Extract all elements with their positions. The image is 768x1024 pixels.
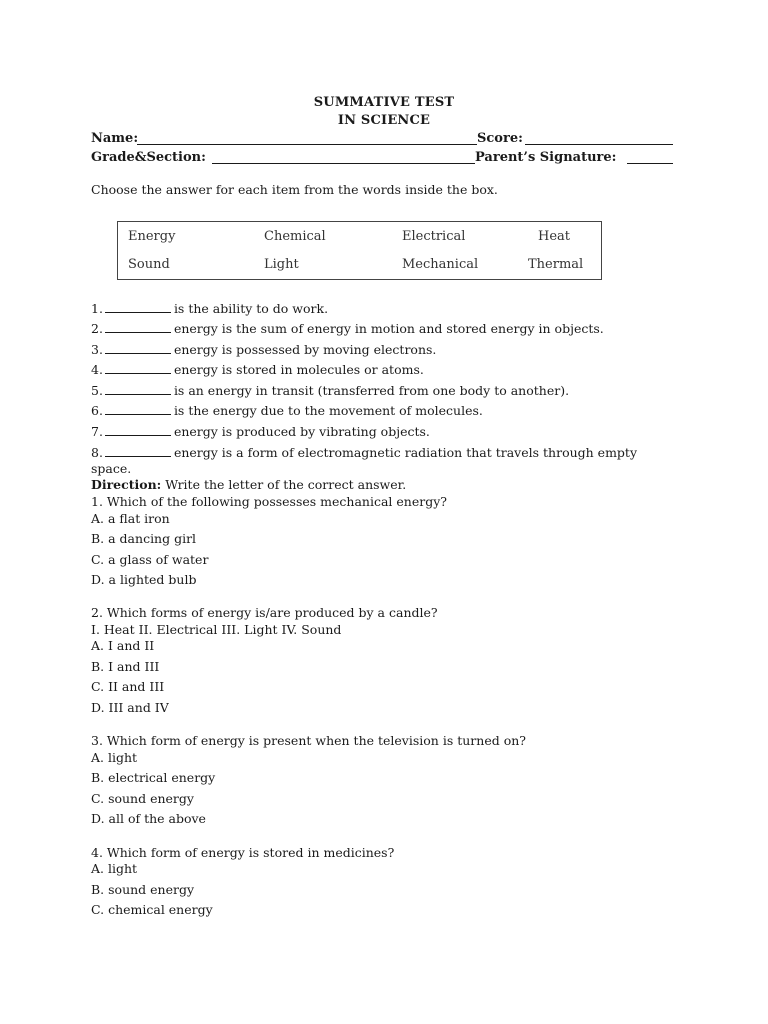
question-options: I. Heat II. Electrical III. Light IV. Sound bbox=[91, 622, 342, 637]
choice[interactable]: B. a dancing girl bbox=[91, 531, 197, 546]
word-box-item: Light bbox=[264, 257, 299, 272]
word-box-item: Electrical bbox=[402, 229, 466, 244]
choice[interactable]: B. electrical energy bbox=[91, 770, 216, 785]
fill-in-item: 4. energy is stored in molecules or atoms. bbox=[91, 362, 424, 377]
word-box-item: Heat bbox=[538, 229, 571, 244]
fill-in-item: 7. energy is produced by vibrating objects. bbox=[91, 424, 430, 439]
score-label: Score: bbox=[477, 131, 523, 146]
score-field[interactable] bbox=[525, 131, 673, 145]
question: 4. Which form of energy is stored in medicines? bbox=[91, 845, 395, 860]
fill-in-item: 2. energy is the sum of energy in motion and stored energy in objects. bbox=[91, 321, 604, 336]
question: 1. Which of the following possesses mechanical energy? bbox=[91, 494, 447, 509]
choice[interactable]: C. II and III bbox=[91, 679, 165, 694]
fill-in-item: 6. is the energy due to the movement of molecules. bbox=[91, 403, 483, 418]
answer-blank[interactable] bbox=[105, 321, 171, 333]
fill-in-item: 3. energy is possessed by moving electrons. bbox=[91, 342, 437, 357]
choice[interactable]: D. III and IV bbox=[91, 700, 169, 715]
parent-signature-label: Parent’s Signature: bbox=[475, 150, 617, 165]
grade-section-label: Grade&Section: bbox=[91, 150, 206, 165]
answer-blank[interactable] bbox=[105, 301, 171, 313]
choice[interactable]: A. I and II bbox=[91, 638, 155, 653]
choice[interactable]: A. light bbox=[91, 861, 138, 876]
choice[interactable]: C. chemical energy bbox=[91, 902, 213, 917]
name-score-row bbox=[91, 131, 673, 149]
word-box-item: Sound bbox=[128, 257, 170, 272]
choice[interactable]: C. a glass of water bbox=[91, 552, 209, 567]
name-field[interactable] bbox=[137, 131, 477, 145]
direction-label: Direction: bbox=[91, 477, 162, 492]
direction-line: Direction: Write the letter of the correct answer. bbox=[91, 477, 407, 492]
choice[interactable]: D. all of the above bbox=[91, 811, 206, 826]
word-box-item: Chemical bbox=[264, 229, 326, 244]
choice[interactable]: B. sound energy bbox=[91, 882, 195, 897]
choice[interactable]: A. a flat iron bbox=[91, 511, 170, 526]
choice[interactable]: D. a lighted bulb bbox=[91, 572, 197, 587]
word-box bbox=[117, 221, 602, 280]
word-box-item: Energy bbox=[128, 229, 176, 244]
question: 2. Which forms of energy is/are produced by a candle? bbox=[91, 605, 438, 620]
choice[interactable]: C. sound energy bbox=[91, 791, 194, 806]
fill-in-item: 1. is the ability to do work. bbox=[91, 301, 329, 316]
choice[interactable]: A. light bbox=[91, 750, 138, 765]
word-box-item: Thermal bbox=[528, 257, 584, 272]
word-box-item: Mechanical bbox=[402, 257, 479, 272]
answer-blank[interactable] bbox=[105, 445, 171, 457]
answer-blank[interactable] bbox=[105, 424, 171, 436]
page-title: SUMMATIVE TEST bbox=[313, 95, 455, 110]
fill-in-item: 8. energy is a form of electromagnetic radiation that travels through empty space. bbox=[91, 445, 638, 476]
answer-blank[interactable] bbox=[105, 403, 171, 415]
choice[interactable]: B. I and III bbox=[91, 659, 160, 674]
name-label: Name: bbox=[91, 131, 139, 146]
answer-blank[interactable] bbox=[105, 342, 171, 354]
parent-signature-field[interactable] bbox=[627, 150, 673, 164]
answer-blank[interactable] bbox=[105, 362, 171, 374]
fill-in-item: 5. is an energy in transit (transferred from one body to another). bbox=[91, 383, 570, 398]
grade-signature-row bbox=[91, 150, 673, 168]
answer-blank[interactable] bbox=[105, 383, 171, 395]
page-subtitle: IN SCIENCE bbox=[337, 113, 431, 128]
grade-section-field[interactable] bbox=[212, 150, 475, 164]
instruction-text: Choose the answer for each item from the words inside the box. bbox=[91, 182, 498, 197]
question: 3. Which form of energy is present when the television is turned on? bbox=[91, 733, 526, 748]
